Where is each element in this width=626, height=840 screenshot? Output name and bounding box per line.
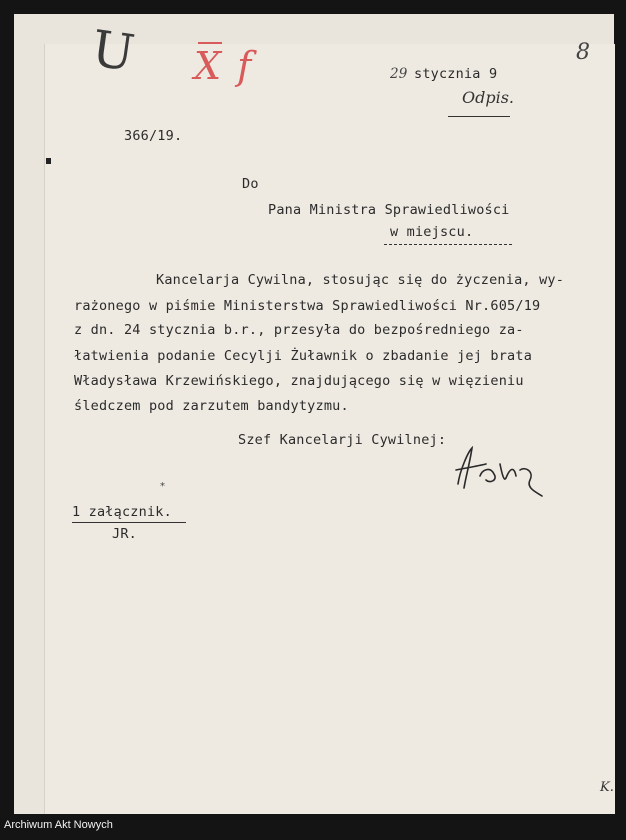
document-frame — [14, 14, 614, 814]
margin-tick: ⁎ — [160, 478, 165, 489]
addressee-dashed-line — [384, 244, 512, 245]
handwritten-year-digit: 8 — [576, 40, 590, 65]
addressee-minister: Pana Ministra Sprawiedliwości — [268, 202, 510, 218]
body-line-2: rażonego w piśmie Ministerstwa Sprawiedliwości Nr.605/19 — [74, 298, 541, 314]
reference-number: 366/19. — [124, 128, 183, 144]
date-text: stycznia 9 — [414, 66, 498, 82]
document-page — [44, 44, 615, 814]
addressee-do: Do — [242, 176, 259, 192]
body-line-1: Kancelarja Cywilna, stosując się do życzenia, wy- — [156, 272, 565, 288]
archive-footer — [0, 814, 626, 840]
date-day: 29 — [390, 66, 408, 82]
handwritten-signature — [450, 440, 546, 502]
odpis-underline — [448, 116, 510, 117]
signature-label: Szef Kancelarji Cywilnej: — [238, 432, 447, 448]
margin-dot — [46, 158, 51, 164]
handwritten-mark-k: K. — [600, 780, 614, 795]
addressee-place: w miejscu. — [390, 224, 474, 240]
enclosure-count: 1 załącznik. — [72, 504, 172, 520]
red-pencil-mark: X f — [194, 44, 254, 88]
enclosure-initials: JR. — [112, 526, 137, 542]
body-line-5: Władysława Krzewińskiego, znajdującego się w więzieniu — [74, 373, 524, 389]
archive-name: Archiwum Akt Nowych — [4, 819, 113, 831]
enclosure-underline — [72, 522, 186, 523]
body-line-3: z dn. 24 stycznia b.r., przesyła do bezpośredniego za- — [74, 322, 524, 338]
body-line-6: śledczem pod zarzutem bandytyzmu. — [74, 398, 349, 414]
handwritten-mark-u: U — [88, 19, 138, 83]
handwritten-note-odpis: Odpis. — [462, 88, 515, 107]
body-line-4: łatwienia podanie Cecylji Żuławnik o zbadanie jej brata — [74, 348, 533, 364]
red-mark-underline — [198, 42, 222, 44]
